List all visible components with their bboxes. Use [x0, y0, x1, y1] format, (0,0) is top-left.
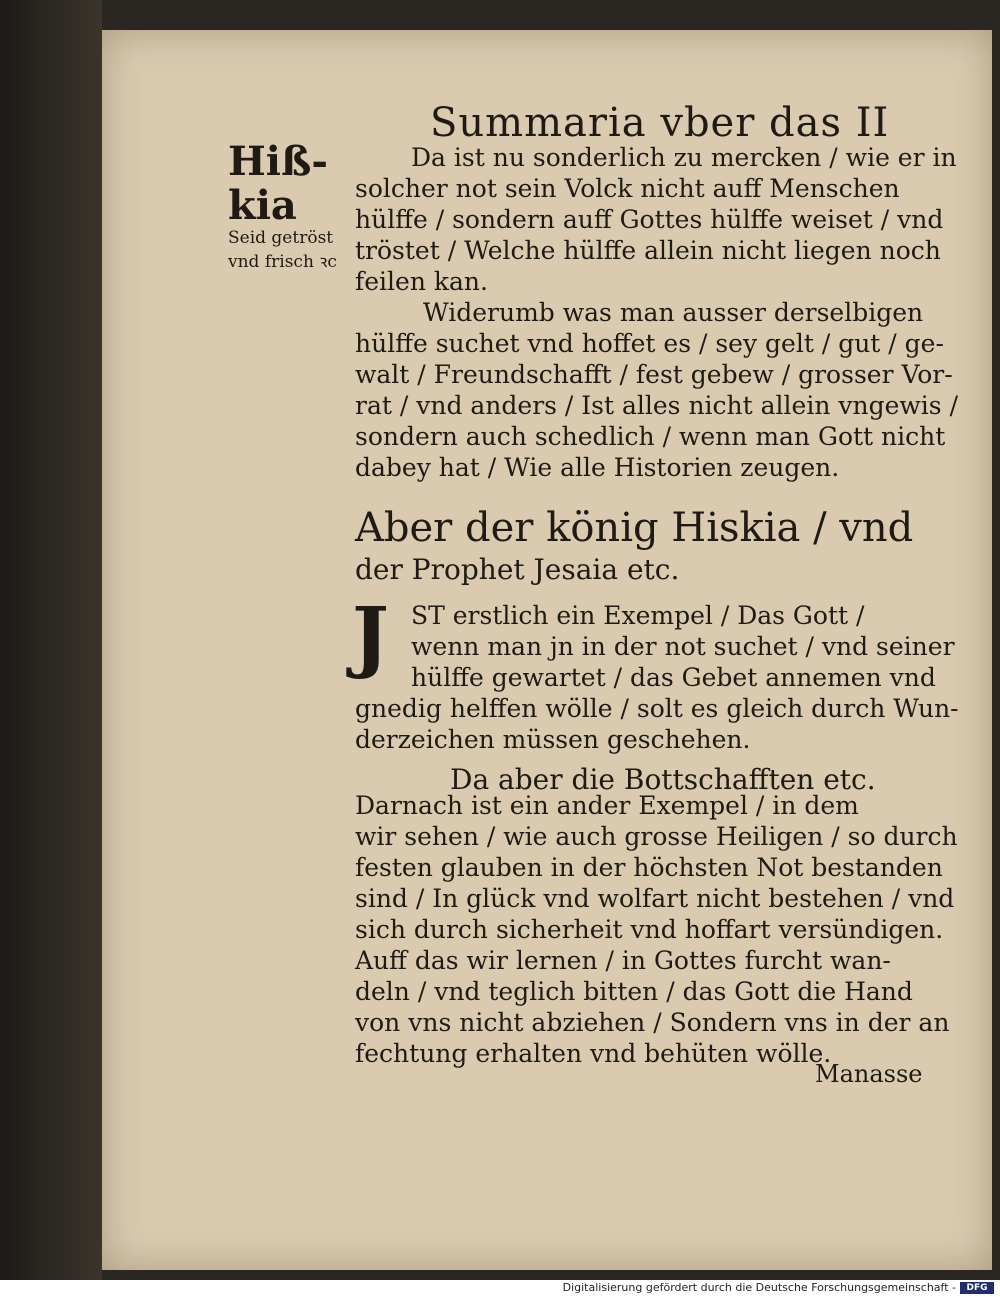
text-line: Auff das wir lernen / in Gottes furcht wan- [355, 946, 891, 975]
text-line: hülffe / sondern auff Gottes hülffe weiset / vnd [355, 205, 944, 234]
text-line: sich durch sicherheit vnd hoffart versündigen. [355, 915, 944, 944]
text-line: gnedig helffen wölle / solt es gleich durch Wun- [355, 694, 959, 723]
text-line: wenn man jn in der not suchet / vnd seiner [411, 632, 955, 661]
text-line: derzeichen müssen geschehen. [355, 725, 751, 754]
paragraph-2 [355, 297, 959, 483]
text-line: festen glauben in der höchsten Not bestanden [355, 853, 943, 882]
text-line: feilen kan. [355, 267, 488, 296]
funding-notice: Digitalisierung gefördert durch die Deutsche Forschungsgemeinschaft - [562, 1281, 956, 1294]
text-line: Widerumb was man ausser derselbigen [423, 298, 924, 327]
page-heading: Summaria vber das II [430, 100, 890, 146]
text-line: sondern auch schedlich / wenn man Gott nicht [355, 422, 946, 451]
paragraph-3 [355, 600, 959, 755]
text-line: deln / vnd teglich bitten / das Gott die Hand [355, 977, 913, 1006]
text-line: walt / Freundschafft / fest gebew / grosser Vor- [355, 360, 953, 389]
text-line: ST erstlich ein Exempel / Das Gott / [411, 601, 865, 630]
book-binding [0, 0, 102, 1280]
section-2-heading: Da aber die Bottschafften etc. [450, 763, 876, 796]
footer-bar [0, 1280, 1000, 1297]
text-line: fechtung erhalten vnd behüten wölle. [355, 1039, 832, 1068]
text-line: dabey hat / Wie alle Historien zeugen. [355, 453, 840, 482]
margin-name: Hiß- kia [228, 138, 328, 229]
paragraph-4 [355, 790, 958, 1069]
text-line: tröstet / Welche hülffe allein nicht liegen noch [355, 236, 941, 265]
margin-note: Seid getröst vnd frisch ꝛc [228, 228, 337, 272]
drop-cap: J [352, 591, 389, 682]
paragraph-1 [355, 142, 957, 297]
section-heading-continued: der Prophet Jesaia etc. [355, 553, 680, 586]
text-line: sind / In glück vnd wolfart nicht bestehen / vnd [355, 884, 955, 913]
dfg-logo: DFG [960, 1282, 994, 1294]
text-line: hülffe suchet vnd hoffet es / sey gelt / gut / ge- [355, 329, 944, 358]
text-line: Darnach ist ein ander Exempel / in dem [355, 791, 859, 820]
text-line: von vns nicht abziehen / Sondern vns in der an [355, 1008, 950, 1037]
text-line: rat / vnd anders / Ist alles nicht allein vngewis / [355, 391, 959, 420]
text-line: wir sehen / wie auch grosse Heiligen / so durch [355, 822, 958, 851]
section-heading: Aber der könig Hiskia / vnd [355, 505, 914, 551]
text-line: Da ist nu sonderlich zu mercken / wie er in [411, 143, 957, 172]
text-line: solcher not sein Volck nicht auff Menschen [355, 174, 900, 203]
text-line: hülffe gewartet / das Gebet annemen vnd [411, 663, 936, 692]
catchword: Manasse [815, 1060, 923, 1088]
